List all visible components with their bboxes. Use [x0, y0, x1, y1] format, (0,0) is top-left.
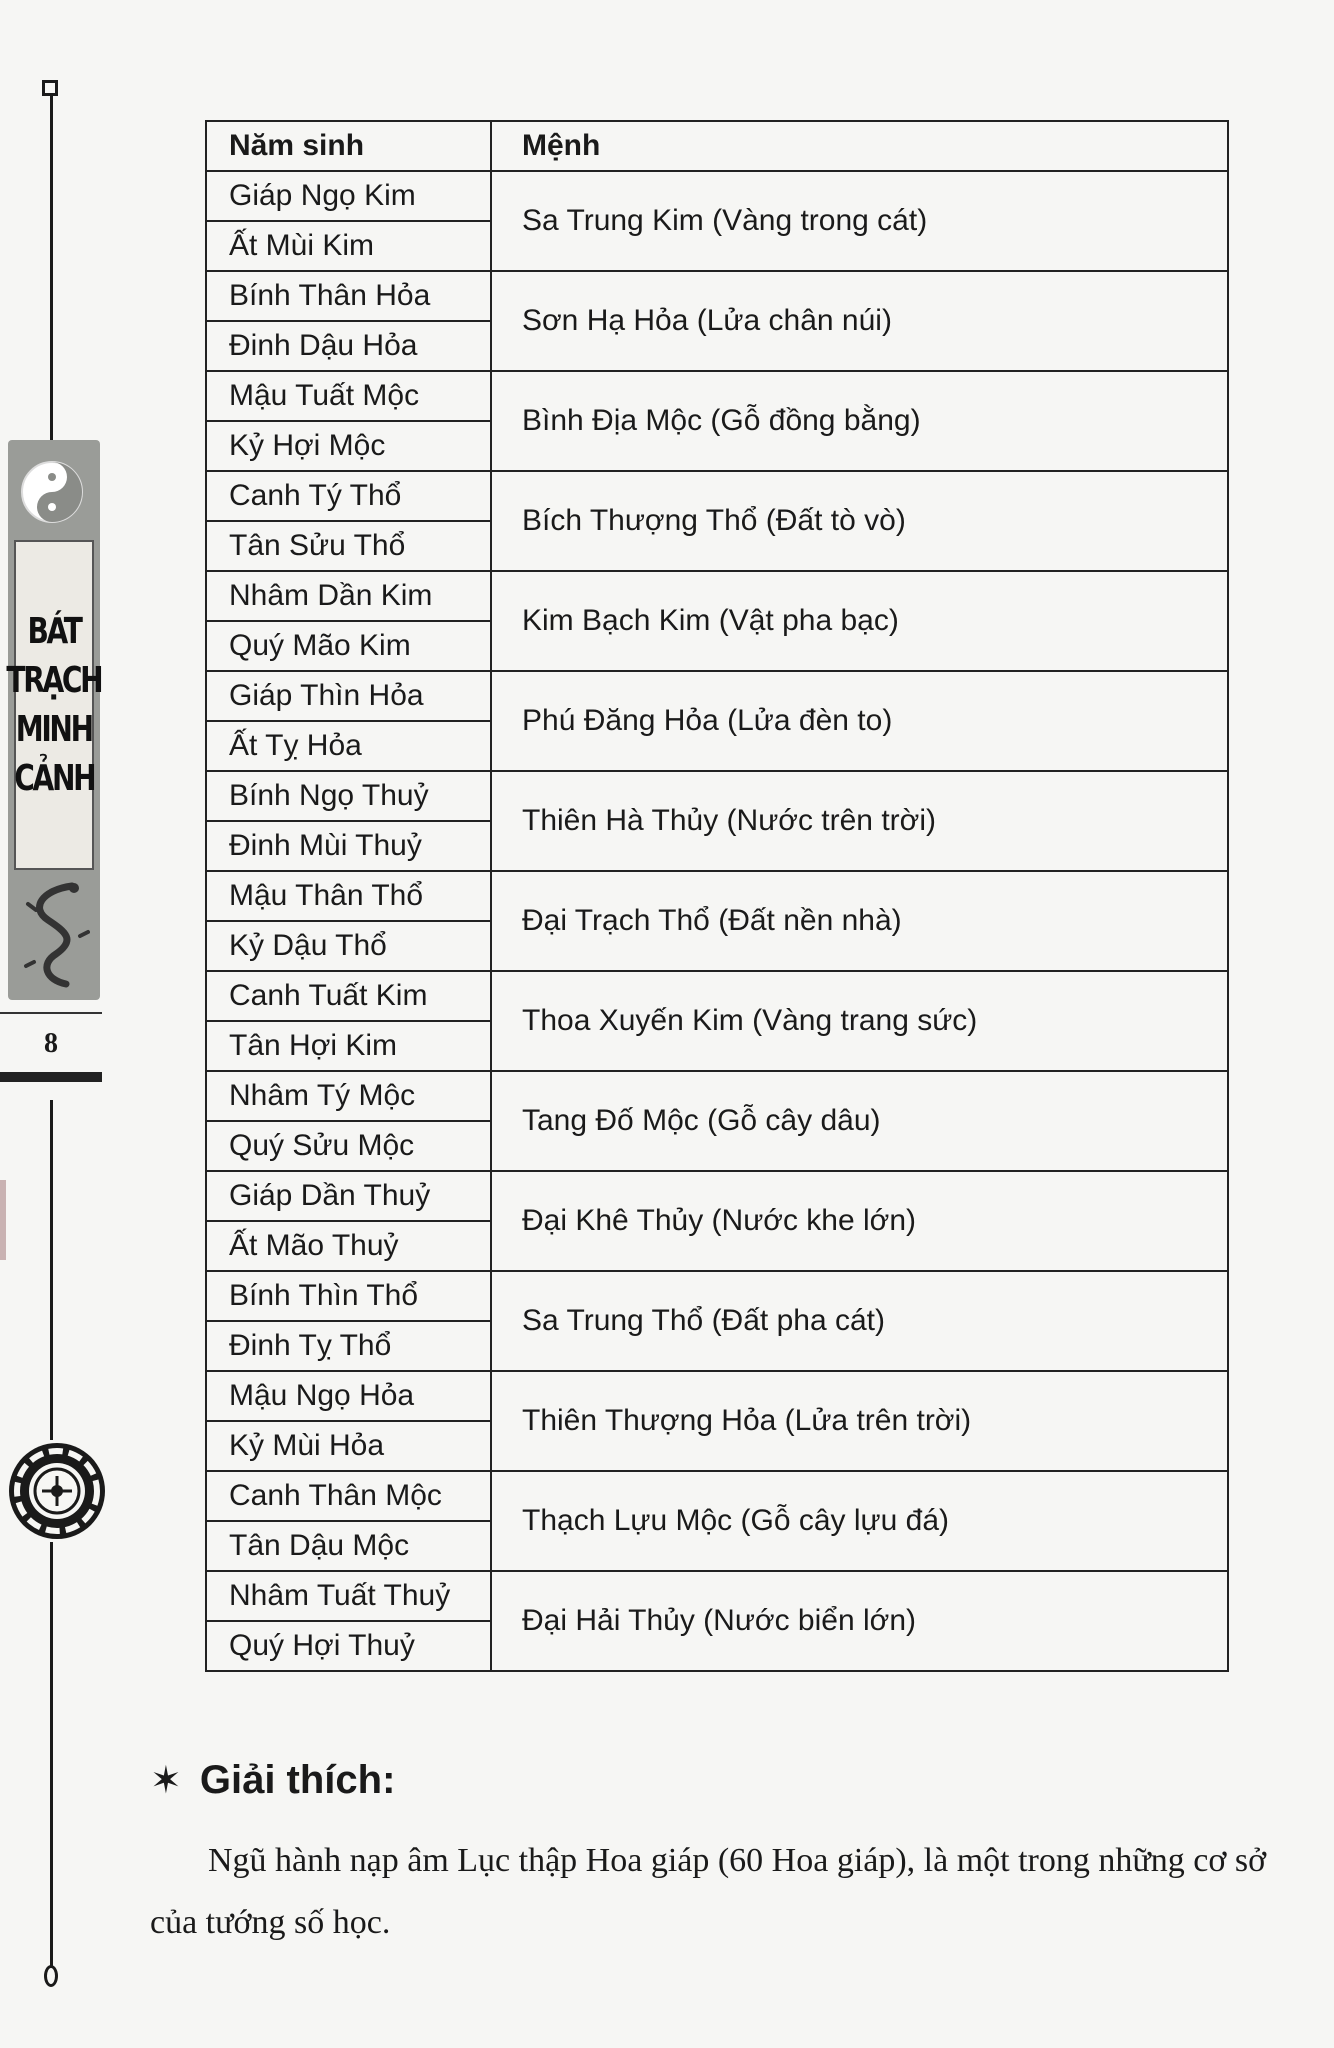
year-cell: Đinh Dậu Hỏa	[206, 321, 491, 371]
destiny-cell: Phú Đăng Hỏa (Lửa đèn to)	[491, 671, 1228, 771]
year-cell: Ất Tỵ Hỏa	[206, 721, 491, 771]
destiny-cell: Tang Đố Mộc (Gỗ cây dâu)	[491, 1071, 1228, 1171]
year-cell: Giáp Ngọ Kim	[206, 171, 491, 221]
star-bullet-icon: ✶	[150, 1759, 182, 1802]
destiny-cell: Đại Trạch Thổ (Đất nền nhà)	[491, 871, 1228, 971]
year-cell: Giáp Dần Thuỷ	[206, 1171, 491, 1221]
destiny-cell: Sa Trung Thổ (Đất pha cát)	[491, 1271, 1228, 1371]
table-row	[206, 971, 1228, 1021]
side-rule-bottom	[50, 1542, 53, 1967]
year-cell: Nhâm Tuất Thuỷ	[206, 1571, 491, 1621]
year-cell: Canh Tuất Kim	[206, 971, 491, 1021]
year-cell: Mậu Tuất Mộc	[206, 371, 491, 421]
year-cell: Đinh Tỵ Thổ	[206, 1321, 491, 1371]
year-cell: Mậu Ngọ Hỏa	[206, 1371, 491, 1421]
year-cell: Giáp Thìn Hỏa	[206, 671, 491, 721]
table-header-row	[206, 121, 1228, 171]
table-row	[206, 1471, 1228, 1521]
book-title-line-3: MINH	[15, 709, 93, 750]
table-row	[206, 371, 1228, 421]
table-row	[206, 271, 1228, 321]
explanation-title: Giải thích:	[199, 1758, 396, 1802]
year-cell: Kỷ Hợi Mộc	[206, 421, 491, 471]
page-number: 8	[44, 1028, 58, 1059]
destiny-table	[205, 120, 1229, 1672]
year-cell: Bính Ngọ Thuỷ	[206, 771, 491, 821]
destiny-cell: Thạch Lựu Mộc (Gỗ cây lựu đá)	[491, 1471, 1228, 1571]
table-row	[206, 1271, 1228, 1321]
year-cell: Tân Dậu Mộc	[206, 1521, 491, 1571]
side-rule-top	[50, 96, 53, 440]
year-cell: Kỷ Mùi Hỏa	[206, 1421, 491, 1471]
header-destiny: Mệnh	[491, 121, 1228, 171]
year-cell: Quý Sửu Mộc	[206, 1121, 491, 1171]
year-cell: Tân Sửu Thổ	[206, 521, 491, 571]
year-cell: Canh Thân Mộc	[206, 1471, 491, 1521]
book-title-line-1: BÁT	[27, 610, 81, 652]
year-cell: Ất Mùi Kim	[206, 221, 491, 271]
year-cell: Quý Mão Kim	[206, 621, 491, 671]
destiny-cell: Sa Trung Kim (Vàng trong cát)	[491, 171, 1228, 271]
book-title-banner	[6, 540, 102, 870]
book-title-line-4: CẢNH	[14, 758, 95, 800]
table-row	[206, 1171, 1228, 1221]
year-cell: Nhâm Tý Mộc	[206, 1071, 491, 1121]
year-cell: Mậu Thân Thổ	[206, 871, 491, 921]
destiny-cell: Thiên Thượng Hỏa (Lửa trên trời)	[491, 1371, 1228, 1471]
dragon-icon	[22, 880, 90, 990]
bagua-medallion-icon	[6, 1440, 108, 1542]
table-row	[206, 1571, 1228, 1621]
year-cell: Ất Mão Thuỷ	[206, 1221, 491, 1271]
destiny-cell: Đại Hải Thủy (Nước biển lớn)	[491, 1571, 1228, 1671]
year-cell: Nhâm Dần Kim	[206, 571, 491, 621]
year-cell: Canh Tý Thổ	[206, 471, 491, 521]
destiny-cell: Sơn Hạ Hỏa (Lửa chân núi)	[491, 271, 1228, 371]
year-cell: Bính Thìn Thổ	[206, 1271, 491, 1321]
table-row	[206, 871, 1228, 921]
destiny-cell: Thiên Hà Thủy (Nước trên trời)	[491, 771, 1228, 871]
table-row	[206, 1371, 1228, 1421]
destiny-cell: Bích Thượng Thổ (Đất tò vò)	[491, 471, 1228, 571]
page-edge-tint	[0, 1180, 6, 1260]
year-cell: Quý Hợi Thuỷ	[206, 1621, 491, 1671]
year-cell: Kỷ Dậu Thổ	[206, 921, 491, 971]
destiny-cell: Bình Địa Mộc (Gỗ đồng bằng)	[491, 371, 1228, 471]
explanation-heading	[150, 1758, 395, 1803]
table-row	[206, 671, 1228, 721]
table-row	[206, 171, 1228, 221]
side-rule-middle	[50, 1100, 53, 1440]
destiny-cell: Đại Khê Thủy (Nước khe lớn)	[491, 1171, 1228, 1271]
header-year: Năm sinh	[206, 121, 491, 171]
page-number-rule-bottom	[0, 1072, 102, 1082]
side-rule-top-cap	[42, 80, 58, 96]
yin-yang-icon	[20, 460, 84, 524]
table-body	[206, 171, 1228, 1671]
table-row	[206, 571, 1228, 621]
page-number-rule-top	[0, 1012, 102, 1014]
year-cell: Đinh Mùi Thuỷ	[206, 821, 491, 871]
book-title-line-2: TRẠCH	[6, 659, 102, 701]
table-row	[206, 1071, 1228, 1121]
year-cell: Bính Thân Hỏa	[206, 271, 491, 321]
table-row	[206, 771, 1228, 821]
table-row	[206, 471, 1228, 521]
destiny-cell: Kim Bạch Kim (Vật pha bạc)	[491, 571, 1228, 671]
explanation-paragraph: Ngũ hành nạp âm Lục thập Hoa giáp (60 Hoa giáp), là một trong những cơ sở của tướng số học.	[150, 1842, 1267, 1941]
destiny-cell: Thoa Xuyến Kim (Vàng trang sức)	[491, 971, 1228, 1071]
year-cell: Tân Hợi Kim	[206, 1021, 491, 1071]
side-rule-bottom-cap	[44, 1965, 58, 1987]
